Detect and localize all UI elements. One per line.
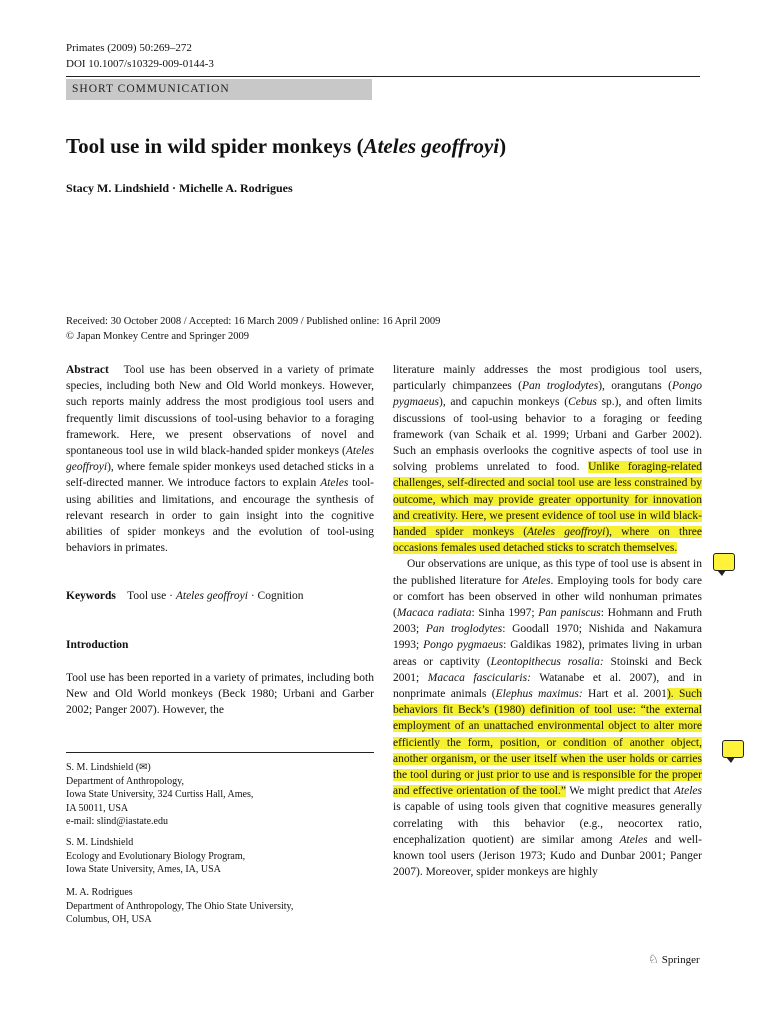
section-label: SHORT COMMUNICATION [72, 83, 230, 95]
doi: DOI 10.1007/s10329-009-0144-3 [66, 58, 214, 70]
received-line: Received: 30 October 2008 / Accepted: 16 March 2009 / Published online: 16 April 2009 [66, 316, 441, 327]
header-rule [66, 76, 700, 77]
affiliation-3: M. A. Rodrigues Department of Anthropology, The Ohio State University, Columbus, OH, USA [66, 887, 294, 925]
comment-note-icon[interactable] [713, 553, 735, 571]
abstract: Abstract Tool use has been observed in a variety of primate species, including both New and Old World monkeys. However, such reports mainly address the most prodigious tool users and frequently limit discussions of tool-using behavior to a foraging framework. Here, we present observations of novel and spontaneous tool use in wild black-handed spider monkeys (Ateles geoffroyi), where female spider monkeys used detached sticks in a self-directed manner. We introduce factors to explain Ateles tool-using abilities and limitations, and encourage the synthesis of relevant research in order to gain insight into the cognitive abilities of spider monkeys and the evolution of tool-using behaviors in primates. [66, 364, 374, 555]
highlight-2: ). Such behaviors fit Beck’s (1980) definition of tool use: “the external employment of an unattached environmental object to alter more efficiently the form, position, or condition of another object, another organism, or the user itself when the user holds or carries the tool during or just prior to use and is responsible for the proper and effective orientation of the tool.” [393, 688, 702, 798]
authors: Stacy M. Lindshield · Michelle A. Rodrigues [66, 181, 293, 195]
intro-text: Tool use has been reported in a variety of primates, including both New and Old World monkeys (Beck 1980; Urbani and Garber 2002; Panger 2007). However, the [66, 672, 374, 717]
highlight-1: Unlike foraging-related challenges, self-directed and social tool use are less constrained by outcome, which may provide greater opportunity for innovation and creativity. Here, we present evidence of tool use in wild black-handed spider monkeys (Ateles geoffroyi), where on three occasions females used detached sticks to scratch themselves. [393, 461, 702, 555]
journal-citation: Primates (2009) 50:269–272 [66, 42, 192, 54]
affiliation-1: S. M. Lindshield (✉) Department of Anthropology, Iowa State University, 324 Curtiss Hall, Ames, IA 50011, USA e-mail: slind@iastate.edu [66, 762, 254, 827]
publication-dates [66, 314, 706, 344]
footnote-rule [66, 752, 374, 753]
comment-note-icon[interactable] [722, 740, 744, 758]
springer-horse-icon: ♘ [648, 952, 659, 966]
publisher-footer: ♘ Springer [648, 952, 700, 966]
affiliation-2: S. M. Lindshield Ecology and Evolutionary Biology Program, Iowa State University, Ames, IA, USA [66, 837, 246, 875]
journal-header [66, 40, 214, 72]
paper-title: Tool use in wild spider monkeys (Ateles geoffroyi) [66, 134, 507, 158]
intro-heading: Introduction [66, 639, 129, 651]
copyright-line: © Japan Monkey Centre and Springer 2009 [66, 331, 249, 342]
keywords: Keywords Tool use · Ateles geoffroyi · Cognition [66, 590, 304, 602]
right-column-text: literature mainly addresses the most prodigious tool users, particularly chimpanzees (Pan troglodytes), orangutans (Pongo pygmaeus), and capuchin monkeys (Cebus sp.), and often limits discussions of tool-using behavior to a foraging or feeding framework (van Schaik et al. 1999; Urbani and Garber 2002). Such an emphasis overlooks the cognitive aspects of tool use in solving problems unrelated to food. Unlike foraging-related challenges, self-directed and social tool use are less constrained by outcome, which may provide greater opportunity for innovation and creativity. Here, we present evidence of tool use in wild black-handed spider monkeys (Ateles geoffroyi), where on three occasions females used detached sticks to scratch themselves. Our observations are unique, as this type of tool use is absent in the published literature for Ateles. Employing tools for body care or comfort has been observed in other wild nonhuman primates (Macaca radiata: Sinha 1997; Pan paniscus: Hohmann and Fruth 2003; Pan troglodytes: Goodall 1970; Nishida and Nakamura 1993; Pongo pygmaeus: Galdikas 1982), primates living in urban areas or captivity (Leontopithecus rosalia: Stoinski and Beck 2001; Macaca fascicularis: Watanabe et al. 2007), and in nonprimate animals (Elephus maximus: Hart et al. 2001). Such behaviors fit Beck’s (1980) definition of tool use: “the external employment of an unattached environmental object to alter more efficiently the form, position, or condition of another object, another organism, or the user itself when the user holds or carries the tool during or just prior to use and is responsible for the proper and effective orientation of the tool.” We might predict that Ateles is capable of using tools given that cognitive measures generally correlating with this behavior (e.g., neocortex ratio, encephalization quotient) are similar among Ateles and well-known tool users (Jerison 1973; Kudo and Dunbar 2001; Panger 2007). Moreover, spider monkeys are highly [393, 364, 703, 879]
